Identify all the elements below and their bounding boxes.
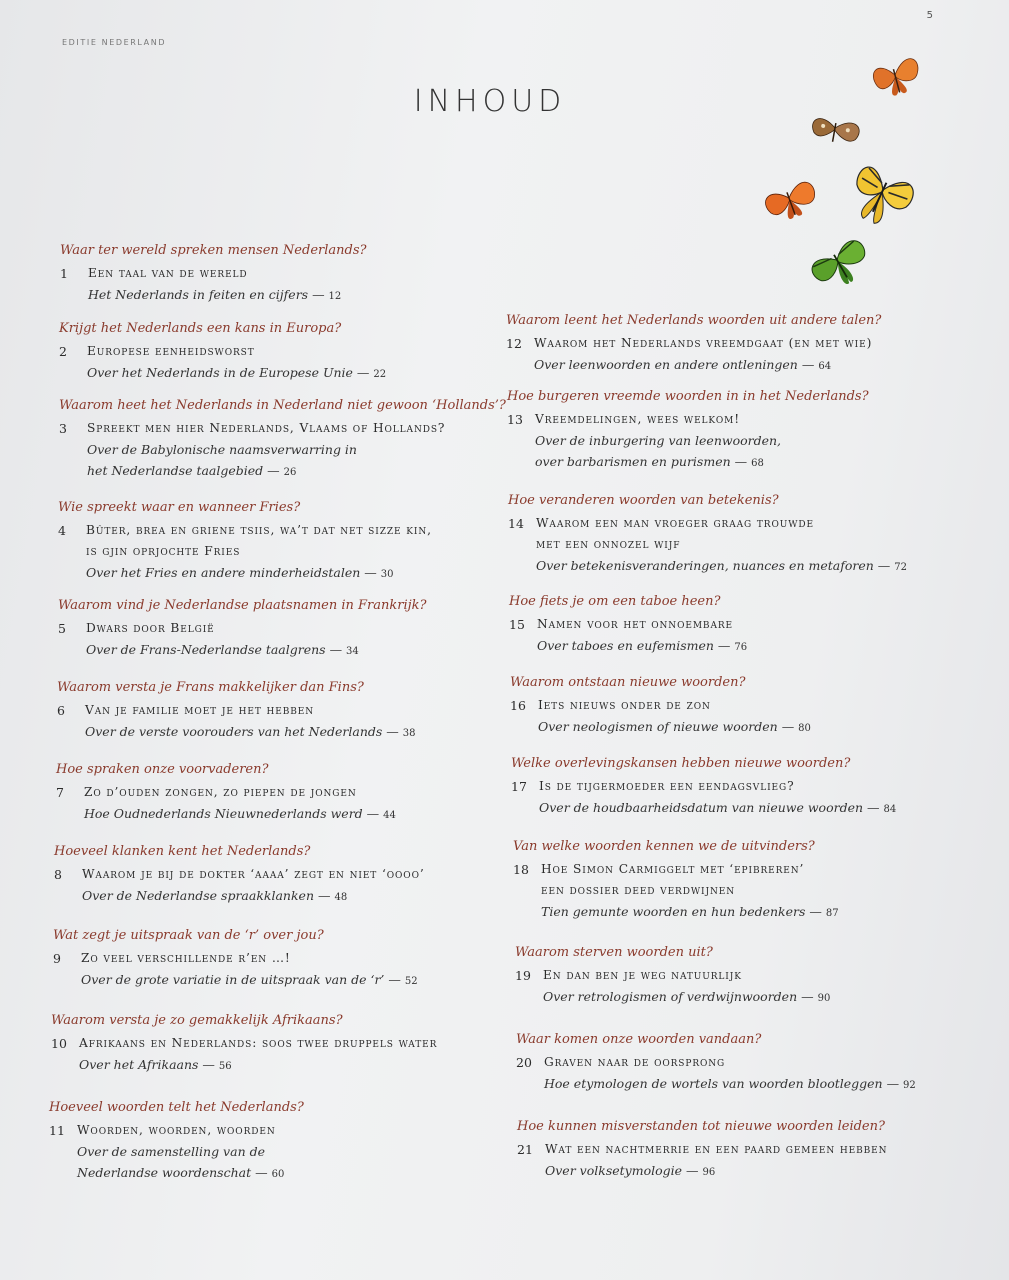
chapter-subtitle: Over retrologismen of verdwijnwoorden — 90 <box>543 989 831 1004</box>
chapter-page: 84 <box>883 804 897 815</box>
toc-entry <box>49 1099 489 1185</box>
butterflies-illustration <box>755 50 935 295</box>
chapter-heading: Namen voor het onnoembare <box>537 617 733 631</box>
chapter-number: 2 <box>59 344 67 359</box>
chapter-subtitle: Over neologismen of nieuwe woorden — 80 <box>538 719 811 734</box>
chapter-heading: Waarom je bij de dokter ‘aaaa’ zegt en niet ‘oooo’ <box>82 867 425 881</box>
chapter-number: 19 <box>515 968 531 983</box>
toc-entry <box>516 1031 956 1096</box>
chapter-subtitle: Over de grote variatie in de uitspraak van de ‘r’ — 52 <box>81 972 418 987</box>
toc-question: Hoe burgeren vreemde woorden in in het Nederlands? <box>507 389 869 404</box>
green-butterfly-icon <box>808 237 875 295</box>
chapter-subtitle: Over het Nederlands in de Europese Unie — 22 <box>87 365 387 380</box>
chapter-page: 64 <box>818 361 832 372</box>
toc-question: Waarom heet het Nederlands in Nederland niet gewoon ‘Hollands’? <box>59 398 506 413</box>
chapter-heading: Waarom een man vroeger graag trouwde <box>536 516 814 530</box>
toc-question: Waarom versta je zo gemakkelijk Afrikaans? <box>51 1013 343 1028</box>
chapter-subtitle: Over volksetymologie — 96 <box>545 1163 716 1178</box>
chapter-heading: Van je familie moet je het hebben <box>85 703 314 717</box>
chapter-heading: Waarom het Nederlands vreemdgaat (en met wie) <box>534 336 873 350</box>
chapter-subtitle: over barbarismen en purismen — 68 <box>535 454 764 469</box>
chapter-heading: met een onnozel wijf <box>536 537 681 551</box>
chapter-page: 92 <box>903 1080 916 1091</box>
chapter-page: 87 <box>825 908 839 919</box>
chapter-number: 17 <box>511 779 527 794</box>
chapter-heading: Woorden, woorden, woorden <box>77 1123 276 1137</box>
chapter-number: 4 <box>58 523 66 538</box>
chapter-page: 30 <box>380 569 394 580</box>
chapter-heading: Bûter, brea en griene tsiis, wa’t dat net sizze kin, <box>86 523 432 537</box>
toc-entry <box>59 397 506 483</box>
chapter-page: 12 <box>328 291 342 302</box>
toc-entry <box>517 1118 957 1183</box>
toc-entry <box>58 499 498 585</box>
chapter-subtitle: Over de inburgering van leenwoorden, <box>535 433 782 448</box>
toc-question: Hoe veranderen woorden van betekenis? <box>508 493 779 508</box>
chapter-number: 18 <box>513 862 529 877</box>
chapter-subtitle: Tien gemunte woorden en hun bedenkers — 87 <box>541 904 839 919</box>
chapter-heading: Europese eenheidsworst <box>87 344 255 358</box>
chapter-number: 9 <box>53 951 61 966</box>
chapter-subtitle: Over de Babylonische naamsverwarring in <box>87 442 357 457</box>
toc-question: Waarom leent het Nederlands woorden uit andere talen? <box>506 313 882 328</box>
chapter-number: 12 <box>506 336 522 351</box>
toc-entry <box>510 674 950 739</box>
chapter-heading: Afrikaans en Nederlands: soos twee druppels water <box>79 1036 438 1050</box>
orange-butterfly-icon <box>871 57 924 100</box>
chapter-subtitle: Over de samenstelling van de <box>77 1144 265 1159</box>
chapter-heading: Dwars door België <box>86 621 215 635</box>
swallowtail-butterfly-icon <box>843 163 917 233</box>
chapter-subtitle: Over de Nederlandse spraakklanken — 48 <box>82 888 348 903</box>
toc-question: Waarom versta je Frans makkelijker dan Fins? <box>57 680 364 695</box>
chapter-number: 7 <box>56 785 64 800</box>
chapter-page: 90 <box>817 993 831 1004</box>
toc-question: Wie spreekt waar en wanneer Fries? <box>58 500 301 515</box>
chapter-number: 15 <box>509 617 525 632</box>
toc-entry <box>59 320 499 385</box>
toc-question: Hoeveel woorden telt het Nederlands? <box>49 1100 304 1115</box>
chapter-page: 34 <box>346 646 359 657</box>
orange-butterfly-icon <box>763 180 821 226</box>
chapter-number: 14 <box>508 516 524 531</box>
edition-label: EDITIE NEDERLAND <box>62 38 167 47</box>
toc-question: Waarom ontstaan nieuwe woorden? <box>510 675 746 690</box>
chapter-subtitle: Over het Fries en andere minderheidstalen — 30 <box>86 565 394 580</box>
toc-question: Hoe kunnen misverstanden tot nieuwe woorden leiden? <box>517 1119 885 1134</box>
chapter-page: 26 <box>283 467 297 478</box>
chapter-page: 56 <box>218 1061 232 1072</box>
chapter-page: 60 <box>271 1169 285 1180</box>
toc-question: Waarom vind je Nederlandse plaatsnamen in Frankrijk? <box>58 598 427 613</box>
chapter-number: 10 <box>51 1036 67 1051</box>
chapter-page: 52 <box>404 976 418 987</box>
chapter-heading: Zo d’ouden zongen, zo piepen de jongen <box>84 785 357 799</box>
chapter-page: 68 <box>751 458 764 469</box>
chapter-subtitle: Over taboes en eufemismen — 76 <box>537 638 748 653</box>
chapter-heading: Een taal van de wereld <box>88 266 248 280</box>
toc-entry <box>60 242 500 307</box>
chapter-heading: Spreekt men hier Nederlands, Vlaams of Hollands? <box>87 421 446 435</box>
chapter-page: 48 <box>334 892 348 903</box>
chapter-subtitle: het Nederlandse taalgebied — 26 <box>87 463 297 478</box>
chapter-heading: Zo veel verschillende r’en …! <box>81 951 291 965</box>
chapter-subtitle: Over de houdbaarheidsdatum van nieuwe woorden — 84 <box>539 800 897 815</box>
chapter-subtitle: Hoe Oudnederlands Nieuwnederlands werd — 44 <box>84 806 396 821</box>
toc-question: Wat zegt je uitspraak van de ‘r’ over jou? <box>53 928 324 943</box>
chapter-number: 20 <box>516 1055 532 1070</box>
toc-entry <box>58 597 498 662</box>
chapter-heading: Is de tijgermoeder een eendagsvlieg? <box>539 779 795 793</box>
chapter-page: 80 <box>798 723 811 734</box>
page-number: 5 <box>926 10 933 21</box>
chapter-page: 72 <box>894 562 907 573</box>
toc-entry <box>56 761 496 826</box>
toc-entry <box>506 312 946 377</box>
chapter-page: 96 <box>702 1167 716 1178</box>
chapter-number: 11 <box>49 1123 65 1138</box>
chapter-subtitle: Over betekenisveranderingen, nuances en metaforen — 72 <box>536 558 907 573</box>
toc-entry <box>511 755 951 820</box>
chapter-page: 22 <box>373 369 387 380</box>
chapter-number: 16 <box>510 698 526 713</box>
chapter-number: 8 <box>54 867 62 882</box>
chapter-number: 21 <box>517 1142 533 1157</box>
chapter-heading: Iets nieuws onder de zon <box>538 698 711 712</box>
toc-entry <box>513 838 953 924</box>
chapter-subtitle: Over het Afrikaans — 56 <box>79 1057 232 1072</box>
toc-question: Waar ter wereld spreken mensen Nederlands? <box>60 243 367 258</box>
toc-question: Hoe spraken onze voorvaderen? <box>56 762 269 777</box>
toc-entry <box>57 679 497 744</box>
chapter-heading: Wat een nachtmerrie en een paard gemeen hebben <box>545 1142 888 1156</box>
chapter-page: 38 <box>402 728 416 739</box>
chapter-heading: Vreemdelingen, wees welkom! <box>535 412 741 426</box>
chapter-page: 76 <box>734 642 748 653</box>
chapter-heading: Graven naar de oorsprong <box>544 1055 726 1069</box>
page-title: INHOUD <box>413 84 567 119</box>
toc-entry <box>53 927 493 992</box>
toc-question: Van welke woorden kennen we de uitvinders? <box>513 839 815 854</box>
chapter-number: 1 <box>60 266 68 281</box>
toc-entry <box>508 492 948 578</box>
chapter-number: 5 <box>58 621 66 636</box>
toc-entry <box>51 1012 491 1077</box>
toc-question: Krijgt het Nederlands een kans in Europa? <box>59 321 342 336</box>
chapter-subtitle: Over de verste voorouders van het Nederlands — 38 <box>85 724 416 739</box>
toc-entry <box>509 593 949 658</box>
brown-butterfly-icon <box>810 116 860 146</box>
chapter-heading: is gjin oprjochte Fries <box>86 544 241 558</box>
chapter-subtitle: Het Nederlands in feiten en cijfers — 12 <box>88 287 342 302</box>
chapter-subtitle: Hoe etymologen de wortels van woorden blootleggen — 92 <box>544 1076 916 1091</box>
chapter-heading: Hoe Simon Carmiggelt met ‘epibreren’ <box>541 862 805 876</box>
toc-entry <box>507 388 947 474</box>
toc-entry <box>515 944 955 1009</box>
toc-question: Waarom sterven woorden uit? <box>515 945 713 960</box>
chapter-number: 13 <box>507 412 523 427</box>
chapter-subtitle: Over leenwoorden en andere ontleningen — 64 <box>534 357 832 372</box>
toc-question: Hoe fiets je om een taboe heen? <box>509 594 721 609</box>
chapter-subtitle: Nederlandse woordenschat — 60 <box>77 1165 285 1180</box>
toc-question: Hoeveel klanken kent het Nederlands? <box>54 844 311 859</box>
toc-question: Welke overlevingskansen hebben nieuwe woorden? <box>511 756 851 771</box>
chapter-number: 3 <box>59 421 67 436</box>
toc-question: Waar komen onze woorden vandaan? <box>516 1032 762 1047</box>
chapter-number: 6 <box>57 703 65 718</box>
chapter-heading: En dan ben je weg natuurlijk <box>543 968 742 982</box>
chapter-subtitle: Over de Frans-Nederlandse taalgrens — 34 <box>86 642 359 657</box>
chapter-heading: een dossier deed verdwijnen <box>541 883 735 897</box>
chapter-page: 44 <box>383 810 396 821</box>
toc-entry <box>54 843 494 908</box>
